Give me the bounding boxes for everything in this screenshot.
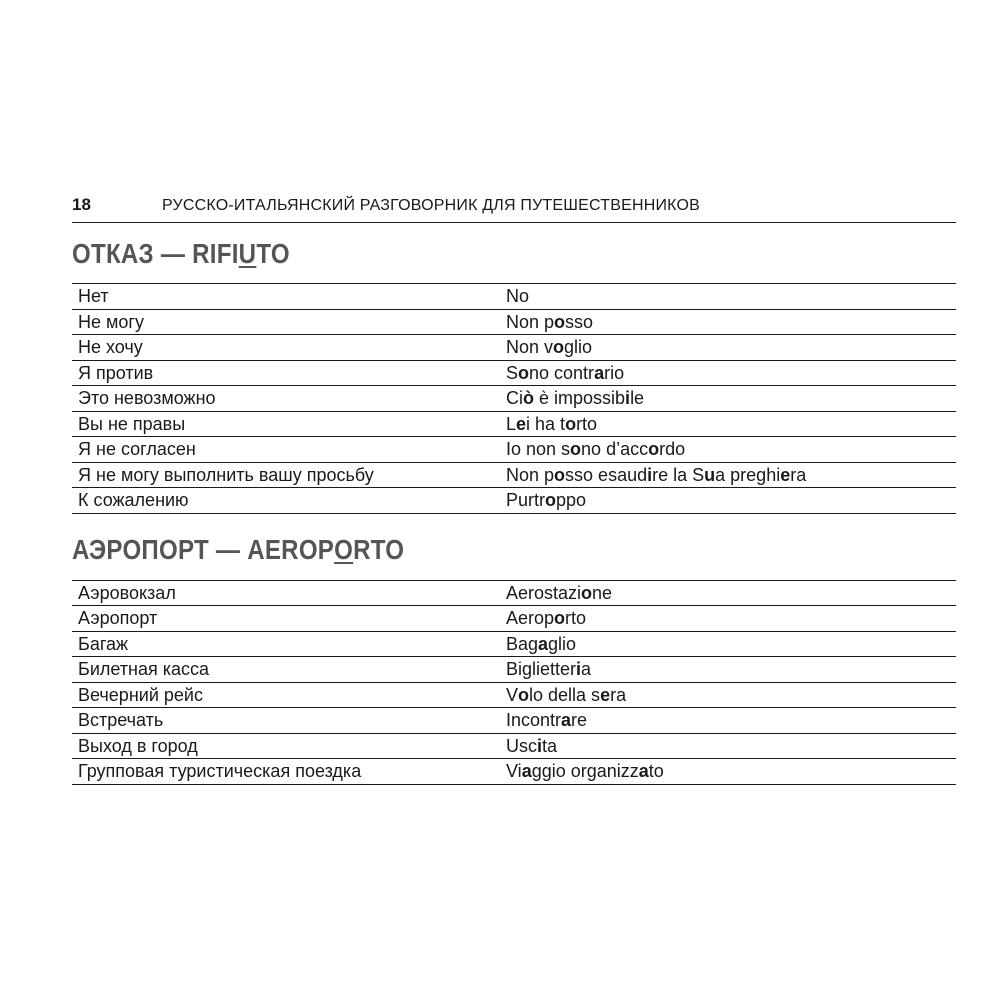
table-row (72, 631, 956, 657)
stressed-vowel: O (334, 533, 354, 565)
section-heading-it: TO (256, 238, 290, 269)
phrase-text: rto (565, 608, 587, 629)
italian-phrase (502, 759, 956, 785)
stressed-vowel: i (647, 464, 653, 485)
phrase-text: Incontr (506, 710, 562, 731)
phrase-text: lo della s (529, 684, 601, 705)
stressed-vowel: a (594, 362, 605, 383)
phrase-text: a (581, 659, 592, 680)
italian-phrase (502, 462, 956, 488)
russian-phrase: Не могу (72, 309, 502, 335)
table-row (72, 682, 956, 708)
italian-phrase (502, 335, 956, 361)
stressed-vowel: u (704, 464, 716, 485)
phrase-text: i ha t (526, 413, 566, 434)
phrase-text: Io non s (506, 439, 571, 460)
phrase-text: S (506, 362, 519, 383)
phrase-text: Non p (506, 311, 555, 332)
stressed-vowel: i (537, 735, 543, 756)
stressed-vowel: o (545, 490, 557, 511)
stressed-vowel: e (780, 464, 791, 485)
stressed-vowel: o (581, 582, 593, 603)
phrase-text: ra (790, 464, 807, 485)
stressed-vowel: a (521, 761, 532, 782)
russian-phrase: Билетная касса (72, 657, 502, 683)
phrase-text: a preghi (715, 464, 781, 485)
italian-phrase (502, 682, 956, 708)
phrase-table-airport (72, 580, 956, 785)
table-row (72, 733, 956, 759)
stressed-vowel: o (553, 337, 565, 358)
stressed-vowel: i (625, 388, 631, 409)
phrase-text: rdo (659, 439, 686, 460)
phrase-text: Non v (506, 337, 554, 358)
italian-phrase (502, 606, 956, 632)
stressed-vowel: o (554, 311, 566, 332)
stressed-vowel: a (638, 761, 649, 782)
phrase-text: le (630, 388, 645, 409)
russian-phrase: Я не согласен (72, 437, 502, 463)
phrase-text: re la S (652, 464, 705, 485)
phrase-text: no d’acc (581, 439, 649, 460)
table-row (72, 606, 956, 632)
russian-phrase: Аэровокзал (72, 580, 502, 606)
phrase-text: Vi (506, 761, 522, 782)
stressed-vowel: a (538, 633, 549, 654)
stressed-vowel: o (570, 439, 582, 460)
italian-phrase (502, 657, 956, 683)
stressed-vowel: o (554, 608, 566, 629)
russian-phrase: Это невозможно (72, 386, 502, 412)
table-row (72, 657, 956, 683)
russian-phrase: Багаж (72, 631, 502, 657)
stressed-vowel: e (600, 684, 611, 705)
russian-phrase: Вечерний рейс (72, 682, 502, 708)
table-row (72, 386, 956, 412)
italian-phrase (502, 631, 956, 657)
italian-phrase (502, 580, 956, 606)
phrase-text: è impossib (534, 388, 626, 409)
phrase-text: ne (592, 582, 613, 603)
stressed-vowel: e (516, 413, 527, 434)
russian-phrase: Я против (72, 360, 502, 386)
table-row (72, 580, 956, 606)
book-title: РУССКО-ИТАЛЬЯНСКИЙ РАЗГОВОРНИК ДЛЯ ПУТЕШЕСТВЕННИКОВ (162, 197, 701, 214)
phrase-table-refusal (72, 283, 956, 514)
phrase-text: to (648, 761, 664, 782)
table-row (72, 759, 956, 785)
russian-phrase: Выход в город (72, 733, 502, 759)
stressed-vowel: a (561, 710, 572, 731)
italian-phrase (502, 437, 956, 463)
russian-phrase: К сожалению (72, 488, 502, 514)
table-row (72, 284, 956, 310)
stressed-vowel: i (576, 659, 582, 680)
phrase-text: Ci (506, 388, 523, 409)
section-heading-airport (72, 533, 832, 571)
table-row (72, 437, 956, 463)
stressed-vowel: o (648, 439, 660, 460)
phrase-text: ppo (556, 490, 587, 511)
russian-phrase: Нет (72, 284, 502, 310)
italian-phrase (502, 386, 956, 412)
phrase-text: ggio organizz (531, 761, 639, 782)
phrase-text: Bag (506, 633, 539, 654)
table-row (72, 488, 956, 514)
phrase-text: no contr (529, 362, 595, 383)
italian-phrase (502, 708, 956, 734)
phrase-text: Aerop (506, 608, 555, 629)
page-number: 18 (72, 195, 91, 214)
italian-phrase (502, 309, 956, 335)
phrase-text: sso (565, 311, 594, 332)
russian-phrase: Аэропорт (72, 606, 502, 632)
phrase-text: L (506, 413, 517, 434)
stressed-vowel: o (518, 362, 530, 383)
italian-phrase (502, 284, 956, 310)
table-row (72, 360, 956, 386)
section-heading-separator: — (208, 533, 248, 565)
stressed-vowel: o (565, 413, 577, 434)
table-row (72, 411, 956, 437)
stressed-vowel: ò (523, 388, 534, 409)
phrase-text: re (571, 710, 588, 731)
phrasebook-page (72, 195, 956, 785)
phrase-text: Biglietter (506, 659, 577, 680)
russian-phrase: Вы не правы (72, 411, 502, 437)
phrase-text: glio (564, 337, 593, 358)
russian-phrase: Не хочу (72, 335, 502, 361)
russian-phrase: Встречать (72, 708, 502, 734)
phrase-text: sso esaud (565, 464, 648, 485)
phrase-text: Usc (506, 735, 537, 756)
section-heading-it: AEROP (247, 533, 335, 565)
phrase-text: V (506, 684, 519, 705)
italian-phrase (502, 733, 956, 759)
italian-phrase (502, 360, 956, 386)
russian-phrase: Я не могу выполнить вашу просьбу (72, 462, 502, 488)
table-row (72, 708, 956, 734)
phrase-text: Purtr (506, 490, 546, 511)
table-row (72, 462, 956, 488)
section-heading-separator: — (153, 238, 193, 269)
phrase-text: Aerostazi (506, 582, 582, 603)
section-heading-ru: ОТКАЗ (72, 238, 154, 269)
phrase-text: rio (604, 362, 625, 383)
phrase-text: ra (610, 684, 627, 705)
running-header (72, 195, 956, 223)
table-row (72, 335, 956, 361)
italian-phrase (502, 488, 956, 514)
section-heading-it: RTO (353, 533, 405, 565)
italian-phrase (502, 411, 956, 437)
phrase-text: No (506, 286, 530, 307)
stressed-vowel: o (554, 464, 566, 485)
section-heading-refusal (72, 237, 832, 275)
stressed-vowel: o (518, 684, 530, 705)
russian-phrase: Групповая туристическая поездка (72, 759, 502, 785)
phrase-text: glio (548, 633, 577, 654)
phrase-text: rto (576, 413, 598, 434)
phrase-text: ta (542, 735, 558, 756)
phrase-text: Non p (506, 464, 555, 485)
stressed-vowel: U (238, 238, 257, 269)
section-heading-it: RIFI (192, 238, 239, 269)
section-heading-ru: АЭРОПОРТ (72, 533, 209, 565)
table-row (72, 309, 956, 335)
